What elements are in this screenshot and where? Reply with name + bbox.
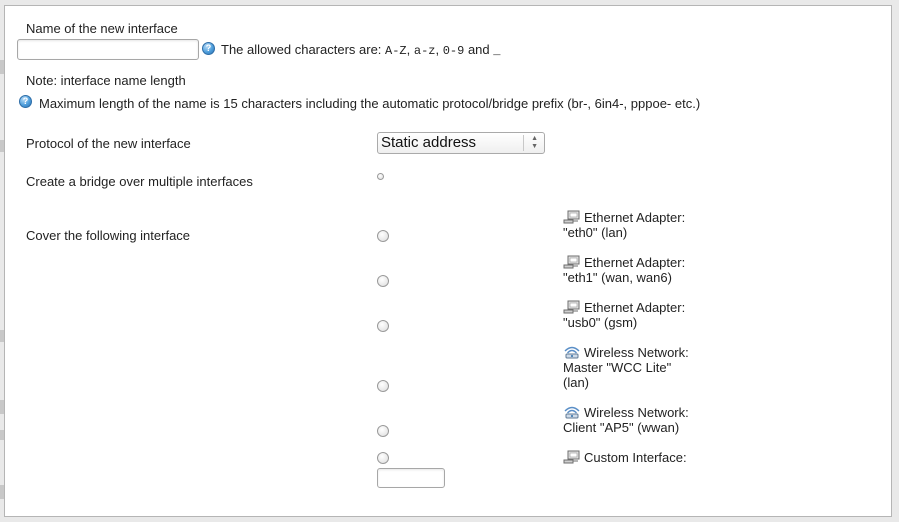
allowed-range-upper: A-Z [385,44,407,58]
ethernet-icon [563,450,581,464]
protocol-select[interactable] [377,132,545,154]
protocol-selected-value: Static address [381,134,477,151]
interface-radio-eth0[interactable] [377,230,389,242]
interface-type: Ethernet Adapter: [584,300,686,315]
interface-type: Ethernet Adapter: [584,210,686,225]
ethernet-icon [563,300,581,314]
interface-label-custom[interactable] [563,450,703,465]
new-interface-panel [4,5,892,517]
interface-radio-wcc-lite[interactable] [377,380,389,392]
ethernet-icon [563,210,581,224]
bridge-checkbox[interactable] [377,173,384,180]
cover-label: Cover the following interface [26,228,191,243]
allowed-characters-text: The allowed characters are: [221,42,386,57]
name-label: Name of the new interface [26,21,178,36]
wifi-icon [563,345,581,359]
allowed-range-lower: a-z [413,44,436,58]
interface-type: Wireless Network: [584,405,689,420]
allowed-range-digits: 0-9 [442,44,465,58]
select-divider [523,135,524,151]
interface-label-wcc-lite[interactable] [563,345,698,390]
interface-type: Wireless Network: [584,345,689,360]
interface-detail: Client "AP5" (wwan) [563,420,680,435]
interface-detail: "eth1" (wan, wan6) [563,270,672,285]
bridge-label: Create a bridge over multiple interfaces [26,174,253,189]
help-icon: ? [202,42,215,55]
interface-type: Ethernet Adapter: [584,255,686,270]
updown-arrows-icon: ▲ ▼ [531,135,538,150]
interface-detail: Master "WCC Lite" (lan) [563,360,672,390]
interface-radio-usb0[interactable] [377,320,389,332]
interface-radio-custom[interactable] [377,452,389,464]
interface-label-usb0[interactable] [563,300,703,330]
custom-interface-input[interactable] [377,468,445,488]
ethernet-icon [563,255,581,269]
allowed-and: and [467,42,490,57]
protocol-label: Protocol of the new interface [26,136,191,151]
interface-label-eth0[interactable] [563,210,703,240]
interface-label-ap5[interactable] [563,405,703,435]
note-label: Note: interface name length [26,73,186,88]
interface-detail: "usb0" (gsm) [563,315,638,330]
wifi-icon [563,405,581,419]
interface-name-input[interactable] [17,39,199,60]
interface-detail: "eth0" (lan) [563,225,628,240]
interface-radio-eth1[interactable] [377,275,389,287]
interface-type: Custom Interface: [584,450,687,465]
interface-label-eth1[interactable] [563,255,703,285]
info-icon: ? [19,95,32,108]
allowed-underscore: _ [493,44,501,58]
name-length-note: Maximum length of the name is 15 characters including the automatic protocol/bridge prefix (br-, 6in4-, pppoe- etc.) [39,96,701,111]
allowed-characters-hint: The allowed characters are: A-Z, a-z, 0-9 and _ [221,42,501,58]
interface-radio-ap5[interactable] [377,425,389,437]
